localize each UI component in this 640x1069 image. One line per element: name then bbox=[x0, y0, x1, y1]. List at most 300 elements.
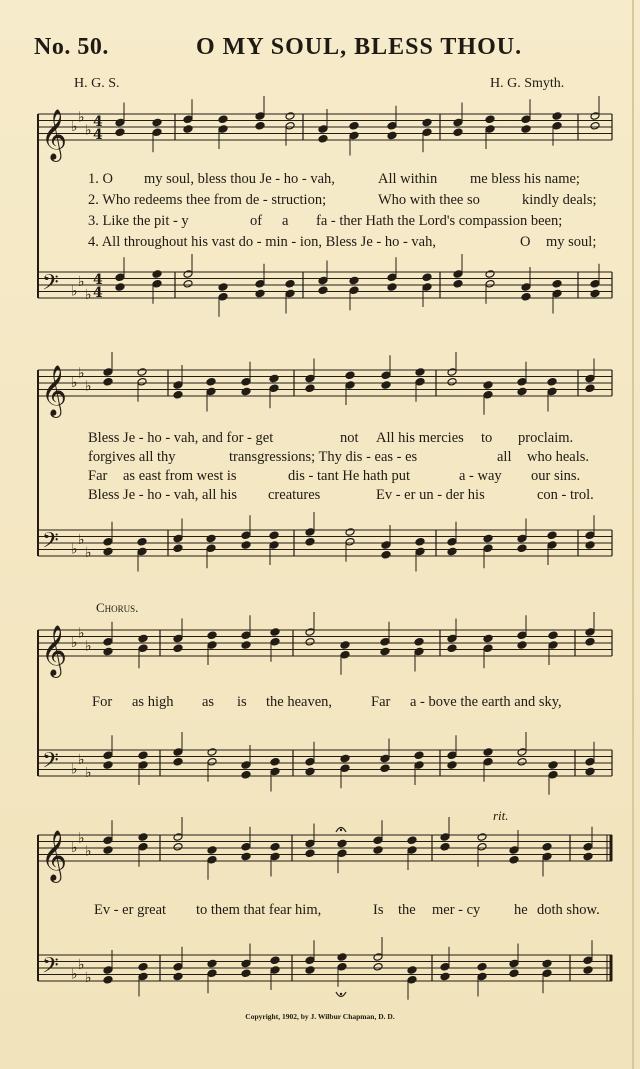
note-head bbox=[207, 969, 217, 978]
note-head bbox=[103, 547, 113, 556]
note-head bbox=[583, 852, 593, 861]
verse-3-line-2 bbox=[0, 468, 640, 488]
note-head bbox=[206, 544, 216, 553]
treble-clef-icon: 𝄞 bbox=[41, 830, 68, 881]
note-head bbox=[447, 537, 457, 546]
time-signature: 4 bbox=[93, 127, 103, 143]
note-head bbox=[422, 273, 432, 282]
flat-icon: ♭ bbox=[71, 761, 78, 778]
note-head bbox=[137, 547, 147, 556]
lyric: a bbox=[282, 213, 289, 229]
note-head bbox=[337, 962, 347, 971]
flat-icon: ♭ bbox=[78, 830, 85, 847]
composer-credit: H. G. Smyth. bbox=[490, 76, 565, 91]
note-head bbox=[173, 390, 183, 399]
treble-clef-icon: 𝄞 bbox=[41, 365, 68, 416]
note-head bbox=[103, 836, 113, 845]
note-head bbox=[305, 374, 315, 383]
bass-clef-icon: 𝄢 bbox=[42, 270, 59, 301]
lyric: Bless Je - ho - vah, and for - get bbox=[88, 430, 274, 446]
note-head bbox=[422, 283, 432, 292]
note-head bbox=[585, 637, 595, 646]
note-head bbox=[269, 531, 279, 540]
note-head bbox=[183, 279, 193, 288]
lyric: forgives all thy bbox=[88, 449, 176, 465]
note-head bbox=[585, 531, 595, 540]
lyric: kindly deals; bbox=[522, 192, 597, 208]
note-head bbox=[447, 634, 457, 643]
note-head bbox=[483, 544, 493, 553]
note-head bbox=[349, 131, 359, 140]
note-head bbox=[206, 387, 216, 396]
note-head bbox=[115, 273, 125, 282]
note-head bbox=[590, 289, 600, 298]
note-head bbox=[585, 384, 595, 393]
note-head bbox=[285, 289, 295, 298]
note-head bbox=[318, 134, 328, 143]
lyric: as high bbox=[132, 694, 174, 710]
note-head bbox=[485, 279, 495, 288]
note-head bbox=[103, 846, 113, 855]
note-head bbox=[103, 975, 113, 984]
note-head bbox=[373, 962, 383, 971]
flat-icon: ♭ bbox=[85, 638, 92, 655]
note-head bbox=[548, 641, 558, 650]
note-head bbox=[517, 544, 527, 553]
note-head bbox=[414, 647, 424, 656]
note-head bbox=[152, 128, 162, 137]
time-signature: 4 bbox=[93, 114, 103, 130]
note-head bbox=[138, 833, 148, 842]
note-head bbox=[547, 531, 557, 540]
note-head bbox=[241, 541, 251, 550]
note-head bbox=[305, 839, 315, 848]
note-head bbox=[509, 969, 519, 978]
note-head bbox=[270, 628, 280, 637]
note-head bbox=[373, 846, 383, 855]
flat-icon: ♭ bbox=[78, 365, 85, 382]
note-head bbox=[318, 286, 328, 295]
note-head bbox=[583, 966, 593, 975]
note-head bbox=[207, 757, 217, 766]
lyric: Bless Je - ho - vah, all his bbox=[88, 487, 238, 503]
note-head bbox=[521, 283, 531, 292]
note-head bbox=[173, 962, 183, 971]
lyric: For bbox=[92, 694, 113, 710]
flat-icon: ♭ bbox=[85, 544, 92, 561]
verse-4-line-1 bbox=[0, 234, 640, 254]
note-head bbox=[305, 956, 315, 965]
note-head bbox=[485, 270, 495, 279]
note-head bbox=[218, 125, 228, 134]
note-head bbox=[542, 969, 552, 978]
lyric: Ev - er un - der his bbox=[376, 487, 485, 503]
note-head bbox=[380, 764, 390, 773]
note-head bbox=[218, 115, 228, 124]
note-head bbox=[138, 842, 148, 851]
note-head bbox=[483, 534, 493, 543]
note-head bbox=[340, 764, 350, 773]
note-head bbox=[447, 644, 457, 653]
note-head bbox=[521, 125, 531, 134]
verse-2-line-2 bbox=[0, 449, 640, 469]
ritardando-marking: rit. bbox=[493, 808, 509, 823]
lyric: me bless his name; bbox=[470, 171, 580, 187]
note-head bbox=[241, 531, 251, 540]
note-head bbox=[207, 631, 217, 640]
note-head bbox=[483, 644, 493, 653]
note-head bbox=[305, 384, 315, 393]
note-head bbox=[552, 112, 562, 121]
time-signature: 4 bbox=[93, 285, 103, 301]
note-head bbox=[115, 283, 125, 292]
note-head bbox=[440, 972, 450, 981]
note-head bbox=[255, 121, 265, 130]
note-head bbox=[173, 634, 183, 643]
chorus-line-1 bbox=[0, 694, 640, 714]
note-head bbox=[270, 852, 280, 861]
note-head bbox=[305, 528, 315, 537]
note-head bbox=[241, 641, 251, 650]
flat-icon: ♭ bbox=[85, 969, 92, 986]
note-head bbox=[477, 833, 487, 842]
flat-icon: ♭ bbox=[85, 843, 92, 860]
note-head bbox=[477, 962, 487, 971]
note-head bbox=[241, 842, 251, 851]
note-head bbox=[552, 279, 562, 288]
note-head bbox=[422, 128, 432, 137]
note-head bbox=[585, 767, 595, 776]
note-head bbox=[547, 541, 557, 550]
note-head bbox=[137, 537, 147, 546]
note-head bbox=[138, 634, 148, 643]
note-head bbox=[509, 959, 519, 968]
note-head bbox=[255, 279, 265, 288]
note-head bbox=[270, 956, 280, 965]
note-head bbox=[440, 962, 450, 971]
note-head bbox=[509, 855, 519, 864]
note-head bbox=[173, 842, 183, 851]
note-head bbox=[241, 387, 251, 396]
note-head bbox=[337, 839, 347, 848]
lyric: he bbox=[514, 902, 528, 918]
note-head bbox=[547, 377, 557, 386]
treble-clef-icon: 𝄞 bbox=[41, 625, 68, 676]
note-head bbox=[453, 128, 463, 137]
note-head bbox=[152, 118, 162, 127]
note-head bbox=[585, 628, 595, 637]
note-head bbox=[548, 770, 558, 779]
note-head bbox=[138, 751, 148, 760]
note-head bbox=[103, 368, 113, 377]
note-head bbox=[305, 628, 315, 637]
note-head bbox=[440, 833, 450, 842]
lyric: is bbox=[237, 694, 247, 710]
note-head bbox=[138, 761, 148, 770]
lyric: the heaven, bbox=[266, 694, 333, 710]
note-head bbox=[583, 842, 593, 851]
note-head bbox=[269, 374, 279, 383]
note-head bbox=[380, 647, 390, 656]
note-head bbox=[241, 969, 251, 978]
verse-3-line-1 bbox=[0, 213, 640, 233]
note-head bbox=[548, 761, 558, 770]
note-head bbox=[152, 279, 162, 288]
flat-icon: ♭ bbox=[85, 122, 92, 139]
note-head bbox=[517, 641, 527, 650]
lyric: of bbox=[250, 213, 263, 229]
bass-clef-icon: 𝄢 bbox=[42, 748, 59, 779]
note-head bbox=[318, 125, 328, 134]
verse-1-line-1 bbox=[0, 171, 640, 191]
note-head bbox=[173, 748, 183, 757]
note-head bbox=[407, 836, 417, 845]
note-head bbox=[521, 115, 531, 124]
note-head bbox=[380, 637, 390, 646]
flat-icon: ♭ bbox=[78, 273, 85, 290]
note-head bbox=[381, 550, 391, 559]
note-head bbox=[407, 975, 417, 984]
note-head bbox=[305, 849, 315, 858]
chorus-label: Chorus. bbox=[96, 600, 139, 615]
note-head bbox=[542, 842, 552, 851]
note-head bbox=[345, 371, 355, 380]
chorus-line-2 bbox=[0, 902, 640, 922]
note-head bbox=[103, 966, 113, 975]
note-head bbox=[305, 767, 315, 776]
note-head bbox=[590, 279, 600, 288]
note-head bbox=[207, 641, 217, 650]
lyric: my soul, bless thou Je - ho - vah, bbox=[144, 171, 335, 187]
note-head bbox=[305, 537, 315, 546]
note-head bbox=[103, 761, 113, 770]
note-head bbox=[305, 966, 315, 975]
flat-icon: ♭ bbox=[78, 625, 85, 642]
note-head bbox=[387, 273, 397, 282]
note-head bbox=[318, 276, 328, 285]
note-head bbox=[137, 377, 147, 386]
note-head bbox=[183, 270, 193, 279]
note-head bbox=[414, 751, 424, 760]
lyric: our sins. bbox=[531, 468, 581, 484]
lyric: 1. O bbox=[88, 171, 113, 187]
note-head bbox=[521, 292, 531, 301]
note-head bbox=[115, 118, 125, 127]
note-head bbox=[103, 377, 113, 386]
note-head bbox=[415, 368, 425, 377]
note-head bbox=[453, 279, 463, 288]
note-head bbox=[345, 528, 355, 537]
note-head bbox=[542, 852, 552, 861]
copyright-notice: Copyright, 1902, by J. Wilbur Chapman, D. D. bbox=[245, 1012, 395, 1021]
flat-icon: ♭ bbox=[78, 531, 85, 548]
note-head bbox=[585, 541, 595, 550]
lyric: my soul; bbox=[546, 234, 597, 250]
note-head bbox=[585, 757, 595, 766]
note-head bbox=[483, 748, 493, 757]
note-head bbox=[414, 637, 424, 646]
note-head bbox=[241, 377, 251, 386]
lyric: Ev - er great bbox=[94, 902, 167, 918]
note-head bbox=[517, 377, 527, 386]
note-head bbox=[447, 751, 457, 760]
lyricist-credit: H. G. S. bbox=[74, 76, 120, 91]
note-head bbox=[207, 846, 217, 855]
note-head bbox=[447, 761, 457, 770]
lyric: to them that fear him, bbox=[196, 902, 322, 918]
flat-icon: ♭ bbox=[85, 286, 92, 303]
note-head bbox=[415, 537, 425, 546]
note-head bbox=[340, 650, 350, 659]
flat-icon: ♭ bbox=[71, 541, 78, 558]
lyric: Is bbox=[373, 902, 384, 918]
note-head bbox=[387, 131, 397, 140]
note-head bbox=[173, 972, 183, 981]
note-head bbox=[270, 966, 280, 975]
note-head bbox=[542, 959, 552, 968]
note-head bbox=[345, 381, 355, 390]
note-head bbox=[255, 289, 265, 298]
note-head bbox=[477, 972, 487, 981]
note-head bbox=[340, 641, 350, 650]
hymn-number: No. 50. bbox=[34, 34, 109, 60]
lyric: 3. Like the pit - y bbox=[88, 213, 189, 229]
note-head bbox=[349, 286, 359, 295]
note-head bbox=[415, 377, 425, 386]
lyric: O bbox=[520, 234, 531, 250]
note-head bbox=[590, 112, 600, 121]
flat-icon: ♭ bbox=[71, 635, 78, 651]
note-head bbox=[218, 292, 228, 301]
lyric: 2. Who redeems thee from de - struction; bbox=[88, 192, 327, 208]
note-head bbox=[447, 368, 457, 377]
flat-icon: ♭ bbox=[85, 764, 92, 781]
lyric: con - trol. bbox=[537, 487, 594, 503]
note-head bbox=[138, 644, 148, 653]
note-head bbox=[173, 534, 183, 543]
flat-icon: ♭ bbox=[71, 840, 78, 856]
flat-icon: ♭ bbox=[71, 375, 78, 391]
bass-clef-icon: 𝄢 bbox=[42, 953, 59, 984]
note-head bbox=[447, 547, 457, 556]
note-head bbox=[173, 544, 183, 553]
lyric: All within bbox=[378, 171, 438, 187]
note-head bbox=[407, 966, 417, 975]
note-head bbox=[373, 836, 383, 845]
note-head bbox=[305, 757, 315, 766]
note-head bbox=[517, 387, 527, 396]
lyric: Who with thee so bbox=[378, 192, 480, 208]
note-head bbox=[381, 381, 391, 390]
hymn-title: O MY SOUL, BLESS THOU. bbox=[196, 34, 523, 60]
flat-icon: ♭ bbox=[71, 283, 78, 300]
note-head bbox=[241, 761, 251, 770]
note-head bbox=[103, 637, 113, 646]
note-head bbox=[269, 384, 279, 393]
note-head bbox=[138, 972, 148, 981]
note-head bbox=[207, 959, 217, 968]
note-head bbox=[337, 849, 347, 858]
note-head bbox=[173, 833, 183, 842]
flat-icon: ♭ bbox=[78, 956, 85, 973]
lyric: not bbox=[340, 430, 359, 446]
lyric: a - way bbox=[459, 468, 502, 484]
note-head bbox=[173, 644, 183, 653]
note-head bbox=[485, 125, 495, 134]
note-head bbox=[345, 537, 355, 546]
lyric: creatures bbox=[268, 487, 321, 503]
note-head bbox=[285, 112, 295, 121]
note-head bbox=[270, 842, 280, 851]
note-head bbox=[422, 118, 432, 127]
note-head bbox=[380, 754, 390, 763]
lyric: as bbox=[202, 694, 215, 710]
lyric: Far bbox=[371, 694, 391, 710]
lyric: proclaim. bbox=[518, 430, 574, 446]
note-head bbox=[552, 289, 562, 298]
note-head bbox=[173, 757, 183, 766]
note-head bbox=[585, 374, 595, 383]
lyric: as east from west is bbox=[123, 468, 237, 484]
note-head bbox=[517, 748, 527, 757]
note-head bbox=[152, 270, 162, 279]
note-head bbox=[477, 842, 487, 851]
note-head bbox=[206, 534, 216, 543]
note-head bbox=[285, 121, 295, 130]
note-head bbox=[414, 761, 424, 770]
note-head bbox=[483, 757, 493, 766]
note-head bbox=[381, 541, 391, 550]
bass-clef-icon: 𝄢 bbox=[42, 528, 59, 559]
lyric: transgressions; Thy dis - eas - es bbox=[229, 449, 418, 465]
note-head bbox=[269, 541, 279, 550]
lyric: dis - tant He hath put bbox=[288, 468, 411, 484]
flat-icon: ♭ bbox=[85, 378, 92, 395]
lyric: who heals. bbox=[527, 449, 590, 465]
note-head bbox=[552, 121, 562, 130]
note-head bbox=[241, 852, 251, 861]
treble-clef-icon: 𝄞 bbox=[41, 109, 68, 160]
note-head bbox=[349, 121, 359, 130]
flat-icon: ♭ bbox=[78, 109, 85, 126]
note-head bbox=[138, 962, 148, 971]
lyric: to bbox=[481, 430, 493, 446]
note-head bbox=[387, 283, 397, 292]
note-head bbox=[270, 767, 280, 776]
note-head bbox=[241, 770, 251, 779]
note-head bbox=[207, 748, 217, 757]
note-head bbox=[207, 855, 217, 864]
flat-icon: ♭ bbox=[78, 751, 85, 768]
lyric: doth show. bbox=[537, 902, 600, 918]
lyric: 4. All throughout his vast do - min - ion, Bless Je - ho - vah, bbox=[88, 234, 436, 250]
note-head bbox=[340, 754, 350, 763]
note-head bbox=[183, 115, 193, 124]
note-head bbox=[285, 279, 295, 288]
note-head bbox=[590, 121, 600, 130]
lyric: Far bbox=[88, 468, 108, 484]
note-head bbox=[373, 953, 383, 962]
note-head bbox=[173, 381, 183, 390]
flat-icon: ♭ bbox=[71, 966, 78, 983]
note-head bbox=[337, 953, 347, 962]
note-head bbox=[548, 631, 558, 640]
note-head bbox=[115, 128, 125, 137]
verse-1-line-2 bbox=[0, 430, 640, 450]
time-signature: 4 bbox=[93, 272, 103, 288]
note-head bbox=[483, 381, 493, 390]
note-head bbox=[509, 846, 519, 855]
